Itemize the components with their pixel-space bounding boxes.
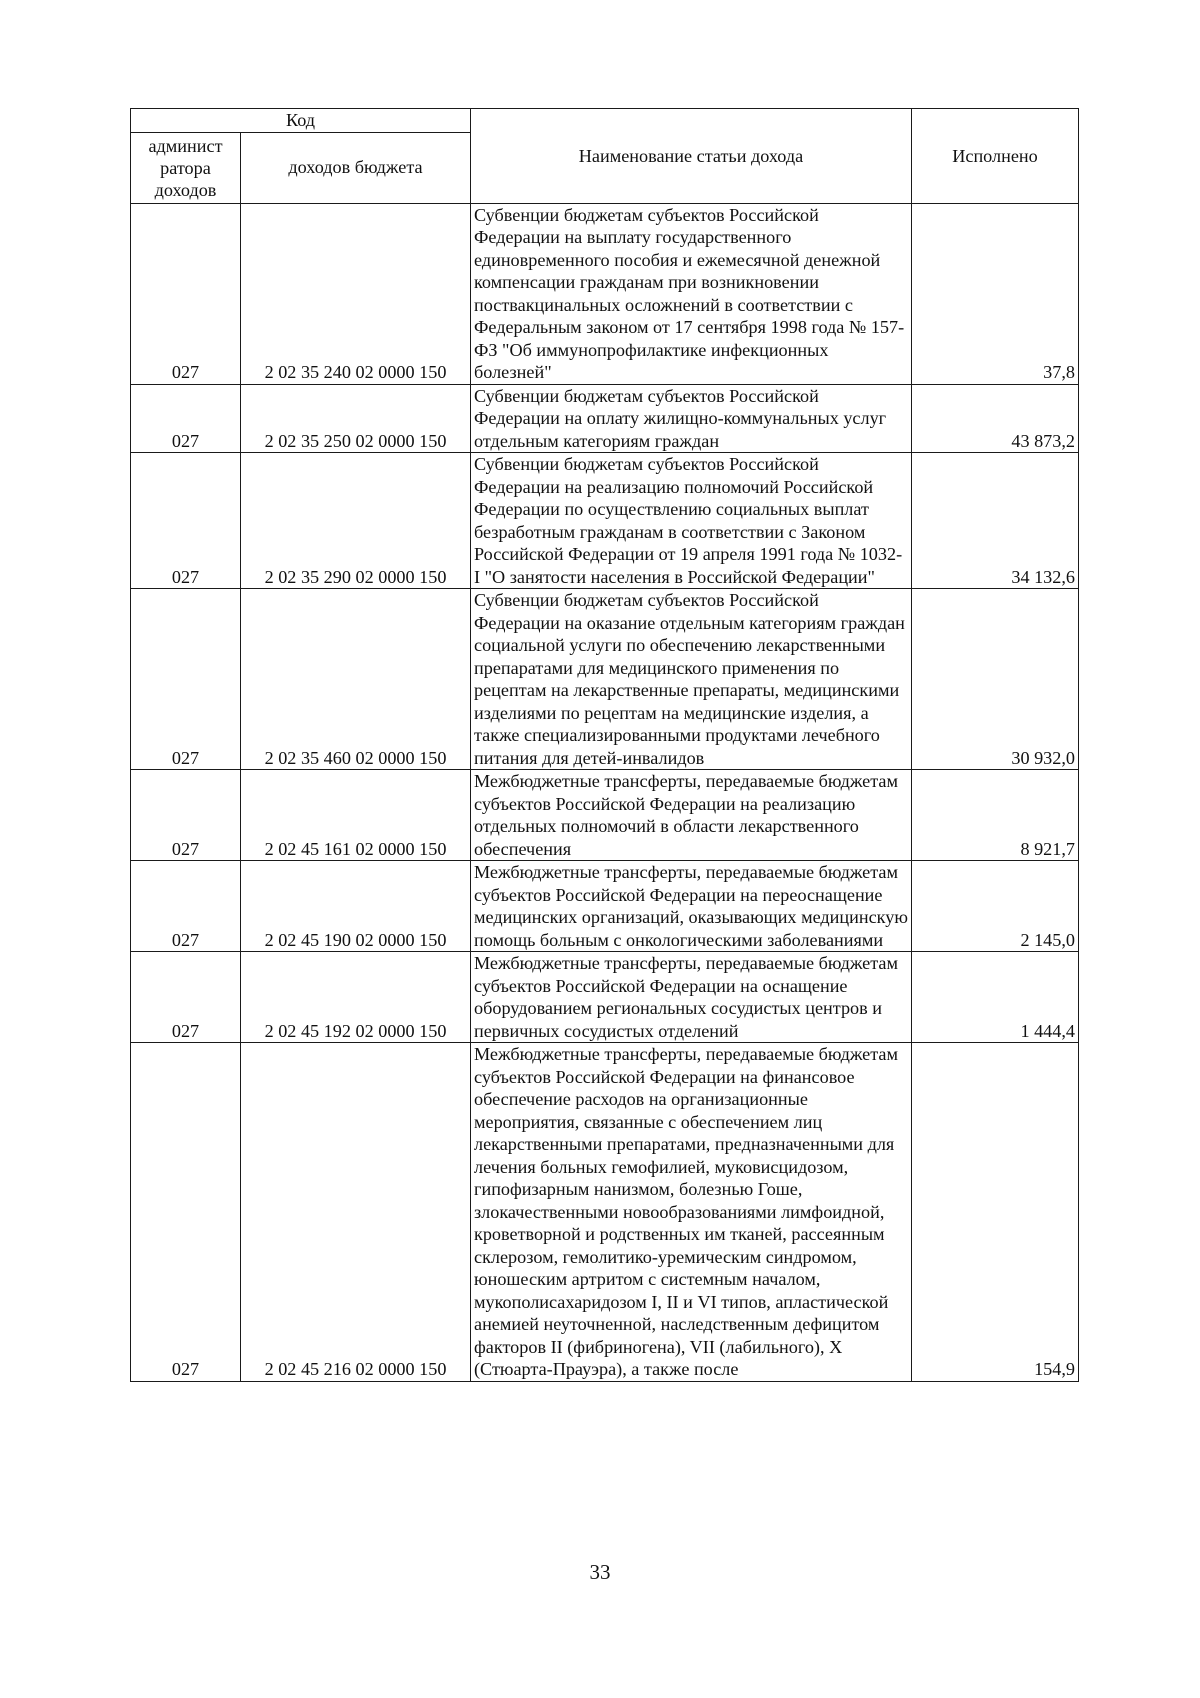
table-row (131, 861, 1079, 952)
executed-amount-cell: 8 921,7 (912, 770, 1079, 861)
executed-amount-cell: 154,9 (912, 1043, 1079, 1382)
admin-code-cell: 027 (131, 453, 241, 589)
header-code-group: Код (131, 109, 471, 133)
revenue-name-cell: Субвенции бюджетам субъектов Российской Федерации на оказание отдельным категориям граждан социальной услуги по обеспечению лекарственными препаратами для медицинского применения по рецептам на лекарственные препараты, медицинскими изделиями по рецептам на медицинские изделия, а также специализированными продуктами лечебного питания для детей-инвалидов (471, 589, 912, 770)
document-page (130, 108, 1078, 1382)
revenue-name-cell: Межбюджетные трансферты, передаваемые бюджетам субъектов Российской Федерации на реализацию отдельных полномочий в области лекарственного обеспечения (471, 770, 912, 861)
table-body (131, 203, 1079, 1381)
header-row-top (131, 109, 1079, 133)
table-row (131, 453, 1079, 589)
admin-code-cell: 027 (131, 203, 241, 384)
revenue-name-cell: Межбюджетные трансферты, передаваемые бюджетам субъектов Российской Федерации на оснащение оборудованием региональных сосудистых центров и первичных сосудистых отделений (471, 952, 912, 1043)
table-row (131, 1043, 1079, 1382)
budget-code-cell: 2 02 45 216 02 0000 150 (241, 1043, 471, 1382)
table-row (131, 589, 1079, 770)
executed-amount-cell: 37,8 (912, 203, 1079, 384)
executed-amount-cell: 2 145,0 (912, 861, 1079, 952)
budget-code-cell: 2 02 45 192 02 0000 150 (241, 952, 471, 1043)
revenue-table (130, 108, 1079, 1382)
admin-code-cell: 027 (131, 589, 241, 770)
revenue-name-cell: Субвенции бюджетам субъектов Российской Федерации на реализацию полномочий Российской Федерации по осуществлению социальных выплат безработным гражданам в соответствии с Законом Российской Федерации от 19 апреля 1991 года № 1032-I "О занятости населения в Российской Федерации" (471, 453, 912, 589)
header-budget-code-column: доходов бюджета (241, 132, 471, 203)
budget-code-cell: 2 02 35 290 02 0000 150 (241, 453, 471, 589)
executed-amount-cell: 30 932,0 (912, 589, 1079, 770)
executed-amount-cell: 34 132,6 (912, 453, 1079, 589)
revenue-name-cell: Субвенции бюджетам субъектов Российской Федерации на оплату жилищно-коммунальных услуг отдельным категориям граждан (471, 384, 912, 453)
table-row (131, 203, 1079, 384)
revenue-name-cell: Межбюджетные трансферты, передаваемые бюджетам субъектов Российской Федерации на переоснащение медицинских организаций, оказывающих медицинскую помощь больным с онкологическими заболеваниями (471, 861, 912, 952)
table-row (131, 384, 1079, 453)
revenue-name-cell: Субвенции бюджетам субъектов Российской Федерации на выплату государственного единовременного пособия и ежемесячной денежной компенсации гражданам при возникновении поствакцинальных осложнений в соответствии с Федеральным законом от 17 сентября 1998 года № 157-ФЗ "Об иммунопрофилактике инфекционных болезней" (471, 203, 912, 384)
budget-code-cell: 2 02 35 240 02 0000 150 (241, 203, 471, 384)
header-name-column: Наименование статьи дохода (471, 109, 912, 204)
executed-amount-cell: 43 873,2 (912, 384, 1079, 453)
budget-code-cell: 2 02 45 190 02 0000 150 (241, 861, 471, 952)
page-number: 33 (589, 1560, 611, 1584)
budget-code-cell: 2 02 45 161 02 0000 150 (241, 770, 471, 861)
table-row (131, 770, 1079, 861)
admin-code-cell: 027 (131, 952, 241, 1043)
budget-code-cell: 2 02 35 460 02 0000 150 (241, 589, 471, 770)
admin-code-cell: 027 (131, 1043, 241, 1382)
table-row (131, 952, 1079, 1043)
budget-code-cell: 2 02 35 250 02 0000 150 (241, 384, 471, 453)
revenue-name-cell: Межбюджетные трансферты, передаваемые бюджетам субъектов Российской Федерации на финансовое обеспечение расходов на организационные мероприятия, связанные с обеспечением лиц лекарственными препаратами, предназначенными для лечения больных гемофилией, муковисцидозом, гипофизарным нанизмом, болезнью Гоше, злокачественными новообразованиями лимфоидной, кроветворной и родственных им тканей, рассеянным склерозом, гемолитико-уремическим синдромом, юношеским артритом с системным началом, мукополисахаридозом I, II и VI типов, апластической анемией неуточненной, наследственным дефицитом факторов II (фибриногена), VII (лабильного), X (Стюарта-Прауэра), а также после (471, 1043, 912, 1382)
admin-code-cell: 027 (131, 861, 241, 952)
header-admin-column: админист ратора доходов (131, 132, 241, 203)
executed-amount-cell: 1 444,4 (912, 952, 1079, 1043)
admin-code-cell: 027 (131, 770, 241, 861)
header-executed-column: Исполнено (912, 109, 1079, 204)
admin-code-cell: 027 (131, 384, 241, 453)
